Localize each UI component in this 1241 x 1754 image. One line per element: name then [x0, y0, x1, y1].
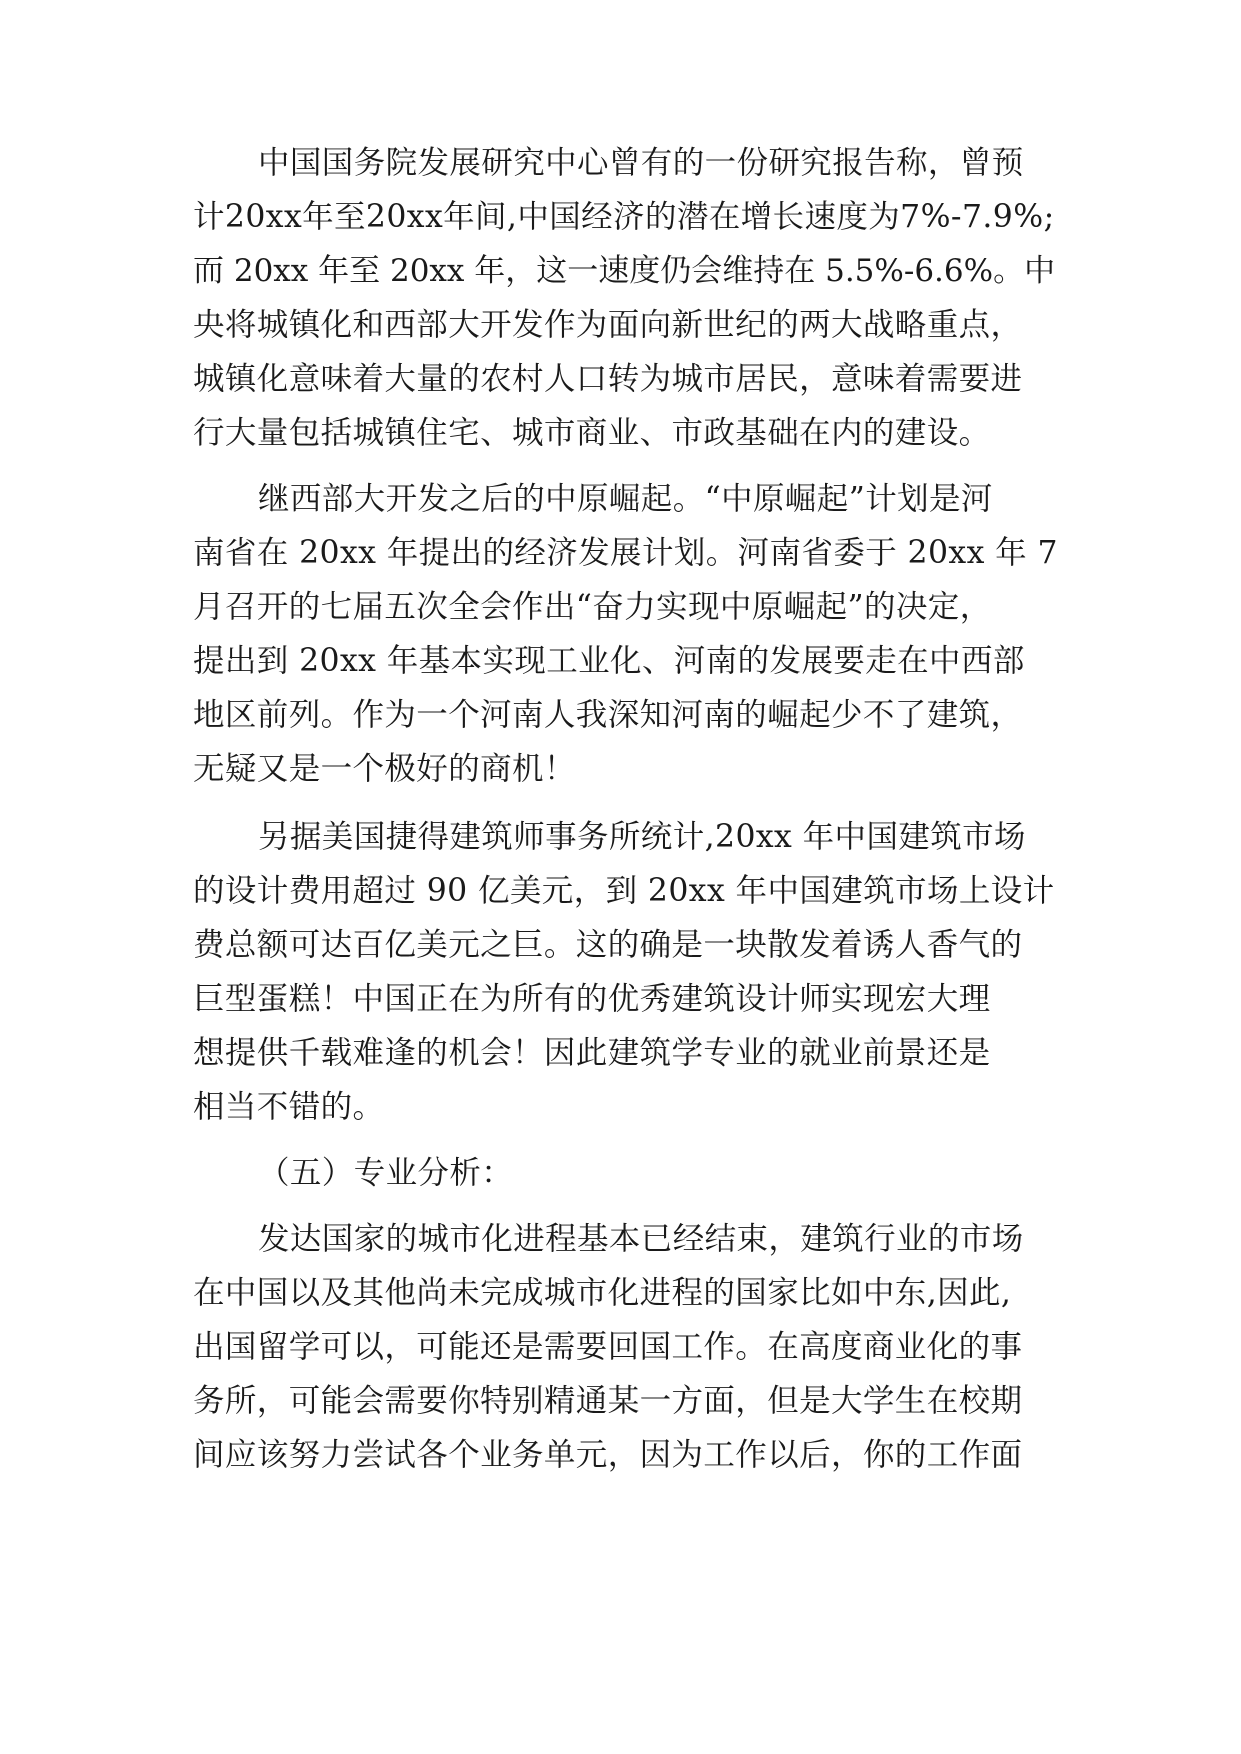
text-line: 计20xx年至20xx年间,中国经济的潜在增长速度为7%-7.9%;	[193, 199, 1055, 235]
text-line: 无疑又是一个极好的商机！	[193, 751, 576, 787]
text-line: 央将城镇化和西部大开发作为面向新世纪的两大战略重点，	[193, 307, 1023, 343]
text-line: 出国留学可以，可能还是需要回国工作。在高度商业化的事	[193, 1329, 1023, 1365]
text-line: 而 20xx 年至 20xx 年，这一速度仍会维持在 5.5%-6.6%。中	[193, 253, 1056, 289]
text-line: 月召开的七届五次全会作出“奋力实现中原崛起”的决定，	[193, 589, 992, 625]
text-line: 务所，可能会需要你特别精通某一方面，但是大学生在校期	[193, 1383, 1023, 1419]
text-line: 费总额可达百亿美元之巨。这的确是一块散发着诱人香气的	[193, 927, 1023, 963]
text-line: 想提供千载难逢的机会！因此建筑学专业的就业前景还是	[193, 1035, 991, 1071]
text-line: 城镇化意味着大量的农村人口转为城市居民，意味着需要进	[193, 361, 1023, 397]
text-line: 地区前列。作为一个河南人我深知河南的崛起少不了建筑，	[193, 697, 1023, 733]
section-heading: （五）专业分析：	[258, 1155, 514, 1191]
text-line: 的设计费用超过 90 亿美元，到 20xx 年中国建筑市场上设计	[193, 873, 1055, 909]
text-line: 另据美国捷得建筑师事务所统计,20xx 年中国建筑市场	[258, 819, 1026, 855]
text-line: 相当不错的。	[193, 1089, 385, 1125]
text-line: 继西部大开发之后的中原崛起。“中原崛起”计划是河	[258, 481, 993, 517]
text-line: 巨型蛋糕！中国正在为所有的优秀建筑设计师实现宏大理	[193, 981, 991, 1017]
text-line: 行大量包括城镇住宅、城市商业、市政基础在内的建设。	[193, 415, 991, 451]
text-line: 南省在 20xx 年提出的经济发展计划。河南省委于 20xx 年 7	[193, 535, 1058, 571]
text-line: 在中国以及其他尚未完成城市化进程的国家比如中东,因此,	[193, 1275, 1012, 1311]
text-line: 中国国务院发展研究中心曾有的一份研究报告称，曾预	[258, 145, 1024, 181]
text-line: 提出到 20xx 年基本实现工业化、河南的发展要走在中西部	[193, 643, 1025, 679]
text-line: 发达国家的城市化进程基本已经结束，建筑行业的市场	[258, 1221, 1024, 1257]
text-line: 间应该努力尝试各个业务单元，因为工作以后，你的工作面	[193, 1437, 1023, 1473]
